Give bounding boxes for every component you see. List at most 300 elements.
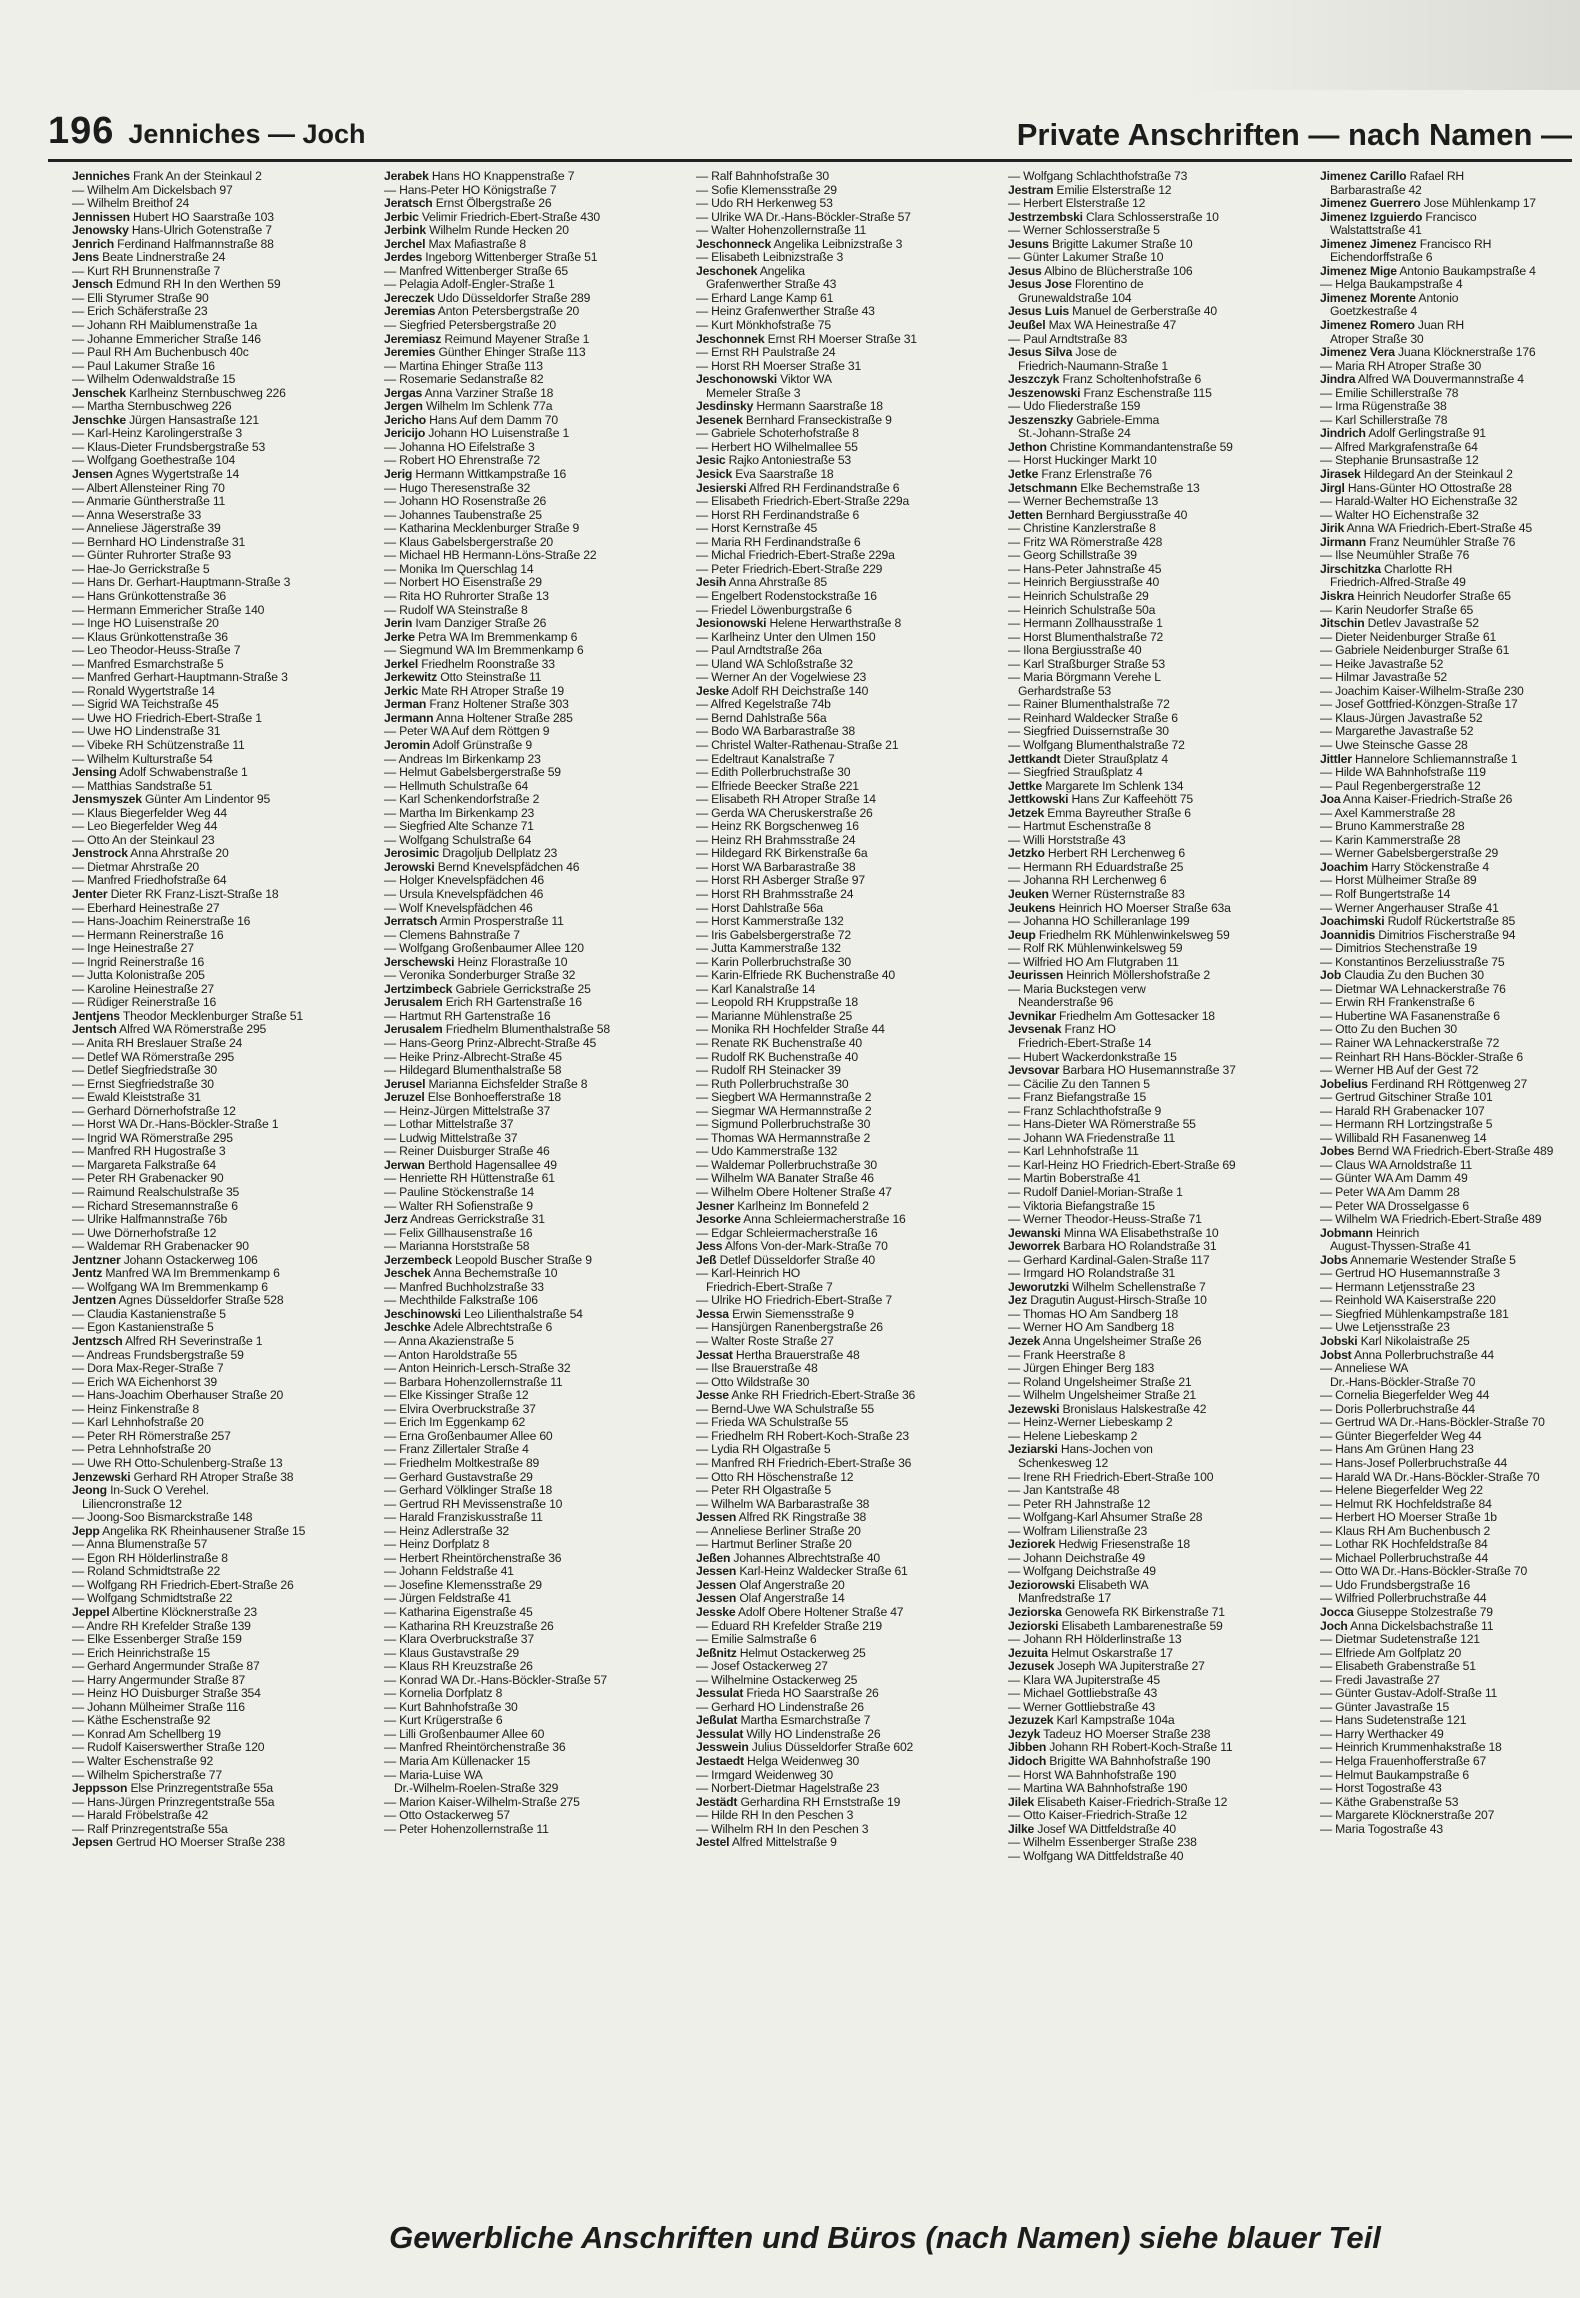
directory-entry — [384, 631, 684, 645]
directory-entry — [384, 983, 684, 997]
entry-details: — Erhard Lange Kamp 61 — [696, 291, 834, 305]
surname: Jewanski — [1008, 1226, 1061, 1240]
entry-details: Dr.-Hans-Böckler-Straße 70 — [1330, 1375, 1476, 1389]
surname: Jez — [1008, 1294, 1028, 1308]
directory-entry — [1008, 1498, 1308, 1512]
entry-details: — Dieter Neidenburger Straße 61 — [1320, 630, 1497, 644]
directory-entry — [384, 346, 684, 360]
directory-entry — [1320, 969, 1580, 983]
entry-details: — Jutta Kammerstraße 132 — [696, 942, 841, 956]
directory-entry — [696, 590, 996, 604]
directory-entry — [1008, 780, 1308, 794]
entry-details: — Jürgen Feldstraße 41 — [384, 1592, 512, 1606]
directory-entry — [72, 1389, 372, 1403]
entry-details: — Paul RH Am Buchenbusch 40c — [72, 346, 249, 360]
entry-details: — Hubert Wackerdonkstraße 15 — [1008, 1050, 1177, 1064]
surname: Jerin — [384, 617, 413, 631]
directory-column-3 — [696, 170, 1008, 2158]
directory-entry — [1320, 251, 1580, 265]
directory-entry — [696, 1796, 996, 1810]
directory-entry — [72, 360, 372, 374]
entry-details: — Willibald RH Fasanenweg 14 — [1320, 1131, 1487, 1145]
entry-details: Atroper Straße 30 — [1330, 332, 1424, 346]
surname: Jeup — [1008, 928, 1036, 942]
entry-details: — Hans Sudetenstraße 121 — [1320, 1714, 1467, 1728]
entry-details: Anna Ahrstraße 20 — [127, 847, 229, 861]
directory-entry — [1320, 996, 1580, 1010]
entry-details: — Robert HO Ehrenstraße 72 — [384, 454, 541, 468]
surname: Jeworrek — [1008, 1240, 1060, 1254]
entry-details: Ingeborg Wittenberger Straße 51 — [422, 251, 598, 265]
entry-details: — Wolfgang Blumenthalstraße 72 — [1008, 738, 1185, 752]
entry-details: — Heinrich Schulstraße 50a — [1008, 603, 1156, 617]
directory-entry — [72, 1145, 372, 1159]
directory-entry — [1008, 1349, 1308, 1363]
directory-entry — [72, 1186, 372, 1200]
directory-entry — [1320, 1633, 1580, 1647]
directory-entry — [696, 1660, 996, 1674]
entry-details: Harry Stöckenstraße 4 — [1368, 860, 1489, 874]
surname: Jezuita — [1008, 1646, 1048, 1660]
directory-entry — [1320, 1552, 1580, 1566]
entry-details: — Emilie Salmstraße 6 — [696, 1633, 817, 1647]
directory-entry — [1320, 644, 1580, 658]
entry-details: Rafael RH — [1406, 170, 1465, 183]
entry-details: — Hans-Peter Jahnstraße 45 — [1008, 562, 1162, 576]
entry-details: — Uwe Dörnerhofstraße 12 — [72, 1226, 217, 1240]
entry-details: — Inge HO Luisenstraße 20 — [72, 617, 219, 631]
entry-details: Mate RH Atroper Straße 19 — [418, 684, 564, 698]
directory-entry — [696, 631, 996, 645]
entry-details: Elke Bechemstraße 13 — [1077, 481, 1200, 495]
surname: Jesenek — [696, 413, 743, 427]
directory-entry — [72, 1592, 372, 1606]
entry-details: — Siegfried Mühlenkampstraße 181 — [1320, 1307, 1509, 1321]
surname: Jess — [696, 1240, 723, 1254]
surname: Jeurissen — [1008, 969, 1064, 983]
entry-details: — Elisabeth Grabenstraße 51 — [1320, 1660, 1476, 1674]
entry-details: — Gerhard Gustavstraße 29 — [384, 1470, 533, 1484]
entry-details: Else Bonhoefferstraße 18 — [424, 1091, 561, 1105]
entry-details: — Thomas HO Am Sandberg 18 — [1008, 1307, 1179, 1321]
directory-entry — [1008, 563, 1308, 577]
entry-details: Albertine Klöcknerstraße 23 — [109, 1605, 257, 1619]
entry-details: Hubert HO Saarstraße 103 — [129, 210, 274, 224]
entry-details: Juan RH — [1414, 319, 1464, 333]
directory-entry — [1008, 1701, 1308, 1715]
directory-entry — [1008, 956, 1308, 970]
entry-details: Wilhelm Im Schlenk 77a — [422, 400, 553, 414]
directory-entry — [1008, 1674, 1308, 1688]
surname: Jeußel — [1008, 319, 1046, 333]
directory-entry — [696, 1308, 996, 1322]
directory-entry — [72, 685, 372, 699]
surname: Jetschmann — [1008, 481, 1078, 495]
directory-entry — [384, 1281, 684, 1295]
entry-details: — Edgar Schleiermacherstraße 16 — [696, 1226, 878, 1240]
entry-details: Gerhardstraße 53 — [1018, 684, 1111, 698]
entry-details: — Hans-Peter HO Königstraße 7 — [384, 183, 557, 197]
entry-details: — Franz Zillertaler Straße 4 — [384, 1443, 529, 1457]
surname: Jeschonek — [696, 264, 758, 278]
directory-entry — [384, 454, 684, 468]
directory-entry — [1008, 1769, 1308, 1783]
entry-details: Anna Varziner Straße 18 — [422, 386, 554, 400]
entry-details: — Martha Im Birkenkamp 23 — [384, 806, 535, 820]
surname: Jobs — [1320, 1253, 1348, 1267]
surname: Jesorke — [696, 1213, 741, 1227]
surname: Jestram — [1008, 183, 1054, 197]
entry-details: — Helmut RK Hochfeldstraße 84 — [1320, 1497, 1492, 1511]
directory-entry — [72, 509, 372, 523]
entry-details: Manfred WA Im Bremmenkamp 6 — [102, 1267, 280, 1281]
directory-entry — [384, 211, 684, 225]
directory-entry — [1008, 292, 1308, 306]
directory-entry — [1008, 251, 1308, 265]
entry-details: — Friedhelm RH Robert-Koch-Straße 23 — [696, 1429, 909, 1443]
entry-details: — Joong-Soo Bismarckstraße 148 — [72, 1511, 253, 1525]
directory-entry — [1008, 197, 1308, 211]
directory-entry — [384, 1010, 684, 1024]
entry-details: — Manfred Gerhart-Hauptmann-Straße 3 — [72, 671, 288, 685]
directory-entry — [384, 482, 684, 496]
directory-entry — [1320, 1525, 1580, 1539]
entry-details: — Heike Prinz-Albrecht-Straße 45 — [384, 1050, 562, 1064]
directory-entry — [384, 1430, 684, 1444]
entry-details: — Rüdiger Reinerstraße 16 — [72, 996, 217, 1010]
entry-details: Anna Ahrstraße 85 — [726, 576, 827, 590]
directory-entry — [1008, 1823, 1308, 1837]
entry-details: — Heinz Finkenstraße 8 — [72, 1402, 200, 1416]
directory-entry — [384, 184, 684, 198]
directory-entry — [72, 1023, 372, 1037]
entry-details: — Hans Am Grünen Hang 23 — [1320, 1443, 1474, 1457]
entry-details: — Josefine Klemensstraße 29 — [384, 1578, 542, 1592]
entry-details: — Roland Ungelsheimer Straße 21 — [1008, 1375, 1192, 1389]
entry-details: Alfred Mittelstraße 9 — [729, 1836, 837, 1850]
directory-entry — [1320, 170, 1580, 184]
directory-entry — [1008, 1403, 1308, 1417]
scan-artifact — [1180, 0, 1580, 90]
entry-details: Anna Dickelsbachstraße 11 — [1347, 1619, 1494, 1633]
surname: Job — [1320, 969, 1342, 983]
directory-entry — [384, 427, 684, 441]
directory-entry — [696, 1606, 996, 1620]
directory-entry — [696, 1145, 996, 1159]
entry-details: — Horst Kernstraße 45 — [696, 522, 818, 536]
entry-details: — Otto Kaiser-Friedrich-Straße 12 — [1008, 1809, 1187, 1823]
entry-details: — Hubertine WA Fasanenstraße 6 — [1320, 1009, 1500, 1023]
surname: Joch — [1320, 1619, 1348, 1633]
entry-details: Ivam Danziger Straße 26 — [412, 617, 547, 631]
entry-details: — Wolfgang WA Im Bremmenkamp 6 — [72, 1280, 268, 1294]
directory-entry — [384, 441, 684, 455]
directory-entry — [384, 1741, 684, 1755]
entry-details: — Peter Hohenzollernstraße 11 — [384, 1822, 549, 1836]
directory-entry — [1320, 1172, 1580, 1186]
directory-entry — [1320, 1200, 1580, 1214]
directory-entry — [72, 969, 372, 983]
entry-details: — Alfred Markgrafenstraße 64 — [1320, 440, 1478, 454]
entry-details: — Manfred Rheintörchenstraße 36 — [384, 1741, 566, 1755]
directory-entry — [72, 671, 372, 685]
entry-details: — Otto Wildstraße 30 — [696, 1375, 810, 1389]
surname: Jirmann — [1320, 535, 1367, 549]
surname: Jergen — [384, 400, 423, 414]
entry-details: Franz Holtener Straße 303 — [426, 698, 569, 712]
directory-entry — [384, 1023, 684, 1037]
entry-details: — Gertrud RH Mevissenstraße 10 — [384, 1497, 563, 1511]
surname: Jeromin — [384, 738, 431, 752]
directory-entry — [72, 1782, 372, 1796]
directory-entry — [696, 373, 996, 387]
directory-entry — [72, 563, 372, 577]
entry-details: — Anna Weserstraße 33 — [72, 508, 202, 522]
directory-entry — [1008, 1362, 1308, 1376]
directory-entry — [72, 454, 372, 468]
directory-entry — [1320, 888, 1580, 902]
surname: Jiskra — [1320, 589, 1355, 603]
directory-entry — [1320, 874, 1580, 888]
surname: Jerusalem — [384, 996, 443, 1010]
entry-details: Angelika — [757, 264, 805, 278]
entry-details: Dr.-Wilhelm-Roelen-Straße 329 — [394, 1782, 559, 1796]
directory-entry — [1320, 712, 1580, 726]
directory-entry — [696, 820, 996, 834]
directory-entry — [384, 793, 684, 807]
directory-entry — [1008, 1755, 1308, 1769]
directory-entry — [384, 915, 684, 929]
directory-entry — [72, 1755, 372, 1769]
surname: Jimenez Mige — [1320, 264, 1397, 278]
directory-entry — [696, 1064, 996, 1078]
surname: Jobes — [1320, 1145, 1355, 1159]
directory-entry — [696, 983, 996, 997]
entry-details: — Maria-Luise WA — [384, 1768, 483, 1782]
directory-entry — [1320, 1755, 1580, 1769]
entry-details: August-Thyssen-Straße 41 — [1330, 1240, 1471, 1254]
directory-entry — [1008, 509, 1308, 523]
surname: Jimenez Romero — [1320, 319, 1415, 333]
directory-entry — [1320, 346, 1580, 360]
directory-entry — [696, 929, 996, 943]
surname: Jeß — [696, 1253, 717, 1267]
directory-entry — [1320, 1118, 1580, 1132]
entry-details: — Udo RH Herkenweg 53 — [696, 197, 833, 211]
entry-details: Claudia Zu den Buchen 30 — [1341, 969, 1484, 983]
directory-entry — [1008, 644, 1308, 658]
entry-details: — Vibeke RH Schützenstraße 11 — [72, 738, 245, 752]
entry-details: — Wolfgang-Karl Ahsumer Straße 28 — [1008, 1511, 1203, 1525]
directory-entry — [1320, 563, 1580, 577]
entry-details: — Johann Mülheimer Straße 116 — [72, 1700, 245, 1714]
entry-details: — Horst RH Asberger Straße 97 — [696, 874, 865, 888]
entry-details: Barbarastraße 42 — [1330, 183, 1422, 197]
directory-entry — [1320, 184, 1580, 198]
directory-entry — [1320, 753, 1580, 767]
entry-details: — Anton Haroldstraße 55 — [384, 1348, 517, 1362]
entry-details: — Klaus Grünkottenstraße 36 — [72, 630, 228, 644]
directory-entry — [1008, 346, 1308, 360]
directory-entry — [696, 1349, 996, 1363]
entry-details: Alfred RK Ringstraße 38 — [736, 1511, 867, 1525]
entry-details: — Heinrich Bergiusstraße 40 — [1008, 576, 1160, 590]
directory-entry — [696, 1118, 996, 1132]
footer-note: Gewerbliche Anschriften und Büros (nach Namen) siehe blauer Teil — [389, 2220, 1381, 2255]
entry-details: Dieter RK Franz-Liszt-Straße 18 — [107, 887, 279, 901]
entry-details: — Werner Bechemstraße 13 — [1008, 495, 1159, 509]
directory-entry — [384, 1403, 684, 1417]
entry-details: — Rolf Bungertstraße 14 — [1320, 887, 1451, 901]
directory-entry — [1008, 739, 1308, 753]
entry-details: — Marion Kaiser-Wilhelm-Straße 275 — [384, 1795, 580, 1809]
entry-details: — Erich Im Eggenkamp 62 — [384, 1416, 526, 1430]
entry-details: — Peter RH Römerstraße 257 — [72, 1429, 231, 1443]
entry-details: — Veronika Sonderburger Straße 32 — [384, 969, 576, 983]
surname: Jepsen — [72, 1836, 113, 1850]
entry-details: — Maria RH Ferdinandstraße 6 — [696, 535, 861, 549]
directory-entry — [384, 1064, 684, 1078]
directory-entry — [72, 373, 372, 387]
entry-details: Heinrich Möllershofstraße 2 — [1063, 969, 1210, 983]
directory-entry — [1008, 576, 1308, 590]
entry-details: Anna Pollerbruchstraße 44 — [1351, 1348, 1495, 1362]
entry-details: — Margarethe Javastraße 52 — [1320, 725, 1474, 739]
directory-entry — [384, 1240, 684, 1254]
entry-details: — Raimund Realschulstraße 35 — [72, 1186, 240, 1200]
directory-entry — [384, 1172, 684, 1186]
directory-entry — [696, 1782, 996, 1796]
entry-details: — Ilse Neumühler Straße 76 — [1320, 549, 1470, 563]
directory-entry — [696, 1281, 996, 1295]
directory-entry — [1008, 712, 1308, 726]
entry-details: — Karin Neudorfer Straße 65 — [1320, 603, 1474, 617]
directory-entry — [72, 902, 372, 916]
directory-entry — [384, 725, 684, 739]
directory-entry — [72, 1240, 372, 1254]
entry-details: Bernd Knevelspfädchen 46 — [434, 860, 580, 874]
directory-entry — [1320, 847, 1580, 861]
directory-entry — [1320, 211, 1580, 225]
entry-details: — Frieda WA Schulstraße 55 — [696, 1416, 849, 1430]
entry-details: Helmut Ostackerweg 25 — [736, 1646, 866, 1660]
surname: Joannidis — [1320, 928, 1376, 942]
entry-details: Josef WA Dittfeldstraße 40 — [1034, 1822, 1176, 1836]
surname: Jeziorski — [1008, 1619, 1059, 1633]
directory-entry — [696, 604, 996, 618]
surname: Jessen — [696, 1592, 737, 1606]
entry-details: — Georg Schillstraße 39 — [1008, 549, 1137, 563]
entry-details: Anton Petersbergstraße 20 — [435, 305, 580, 319]
entry-details: — Harry Angermunder Straße 87 — [72, 1673, 246, 1687]
directory-entry — [1008, 454, 1308, 468]
entry-details: Ernst RH Moerser Straße 31 — [764, 332, 917, 346]
entry-details: — Wilhelm Kulturstraße 54 — [72, 752, 213, 766]
surname: Jenter — [72, 887, 108, 901]
entry-details: — Otto WA Dr.-Hans-Böckler-Straße 70 — [1320, 1565, 1528, 1579]
directory-entry — [696, 197, 996, 211]
entry-details: — Johann Feldstraße 41 — [384, 1565, 514, 1579]
entry-details: — Irmgard Weidenweg 30 — [696, 1768, 833, 1782]
directory-entry — [696, 1335, 996, 1349]
surname: Jesick — [696, 468, 733, 482]
surname: Jimenez Morente — [1320, 291, 1416, 305]
entry-details: — Gertrud Gitschiner Straße 101 — [1320, 1091, 1493, 1105]
surname: Jezyk — [1008, 1727, 1041, 1741]
entry-details: Bernd WA Friedrich-Ebert-Straße 489 — [1354, 1145, 1554, 1159]
entry-details: — Johann WA Friedenstraße 11 — [1008, 1131, 1176, 1145]
entry-details: — Lothar Mittelstraße 37 — [384, 1118, 514, 1132]
surname: Jestel — [696, 1836, 730, 1850]
entry-details: Eichendorffstraße 6 — [1330, 251, 1433, 265]
entry-details: — Siegfried Petersbergstraße 20 — [384, 319, 556, 333]
directory-entry — [696, 969, 996, 983]
entry-details: — Horst Kammerstraße 132 — [696, 915, 844, 929]
directory-entry — [1320, 387, 1580, 401]
directory-entry — [1008, 942, 1308, 956]
directory-entry — [696, 1240, 996, 1254]
directory-entry — [1320, 1647, 1580, 1661]
entry-details: — Friedhelm Moltkestraße 89 — [384, 1456, 540, 1470]
entry-details: — Johann Deichstraße 49 — [1008, 1551, 1145, 1565]
directory-entry — [1008, 184, 1308, 198]
directory-entry — [1008, 170, 1308, 184]
directory-column-5 — [1320, 170, 1580, 2158]
entry-details: — Manfred Buchholzstraße 33 — [384, 1280, 544, 1294]
directory-entry — [696, 1091, 996, 1105]
entry-details: — Wilhelm Am Dickelsbach 97 — [72, 183, 233, 197]
entry-details: — Wilfried HO Am Flutgraben 11 — [1008, 955, 1179, 969]
directory-entry — [696, 915, 996, 929]
entry-details: — Werner Schlosserstraße 5 — [1008, 224, 1160, 238]
entry-details: Christine Kommandantenstraße 59 — [1046, 440, 1233, 454]
directory-entry — [1320, 1606, 1580, 1620]
directory-entry — [72, 1064, 372, 1078]
directory-entry — [1008, 1565, 1308, 1579]
entry-details: Johann HO Luisenstraße 1 — [425, 427, 570, 441]
directory-entry — [1320, 1701, 1580, 1715]
entry-details: — Ronald Wygertstraße 14 — [72, 684, 215, 698]
surname: Jensch — [72, 278, 113, 292]
surname: Jerratsch — [384, 915, 438, 929]
directory-entry — [1008, 278, 1308, 292]
directory-entry — [72, 482, 372, 496]
directory-entry — [72, 211, 372, 225]
surname: Jerusel — [384, 1077, 426, 1091]
entry-details: Eva Saarstraße 18 — [732, 468, 834, 482]
directory-entry — [1320, 1796, 1580, 1810]
directory-entry — [1008, 1796, 1308, 1810]
directory-entry — [72, 1254, 372, 1268]
directory-entry — [384, 604, 684, 618]
directory-entry — [72, 644, 372, 658]
entry-details: — Wolfgang Deichstraße 49 — [1008, 1565, 1156, 1579]
entry-details: Martha Esmarchstraße 7 — [737, 1714, 871, 1728]
directory-entry — [696, 576, 996, 590]
directory-entry — [72, 1321, 372, 1335]
directory-entry — [72, 780, 372, 794]
directory-entry — [696, 861, 996, 875]
entry-details: — Hans-Josef Pollerbruchstraße 44 — [1320, 1456, 1508, 1470]
entry-details: Johannes Albrechtstraße 40 — [730, 1551, 880, 1565]
directory-entry — [1320, 861, 1580, 875]
entry-details: — Waldemar RH Grabenacker 90 — [72, 1240, 249, 1254]
directory-entry — [72, 996, 372, 1010]
surname: Jenstrock — [72, 847, 128, 861]
entry-details: — Hilde WA Bahnhofstraße 119 — [1320, 766, 1486, 780]
directory-entry — [1008, 753, 1308, 767]
directory-entry — [384, 1321, 684, 1335]
